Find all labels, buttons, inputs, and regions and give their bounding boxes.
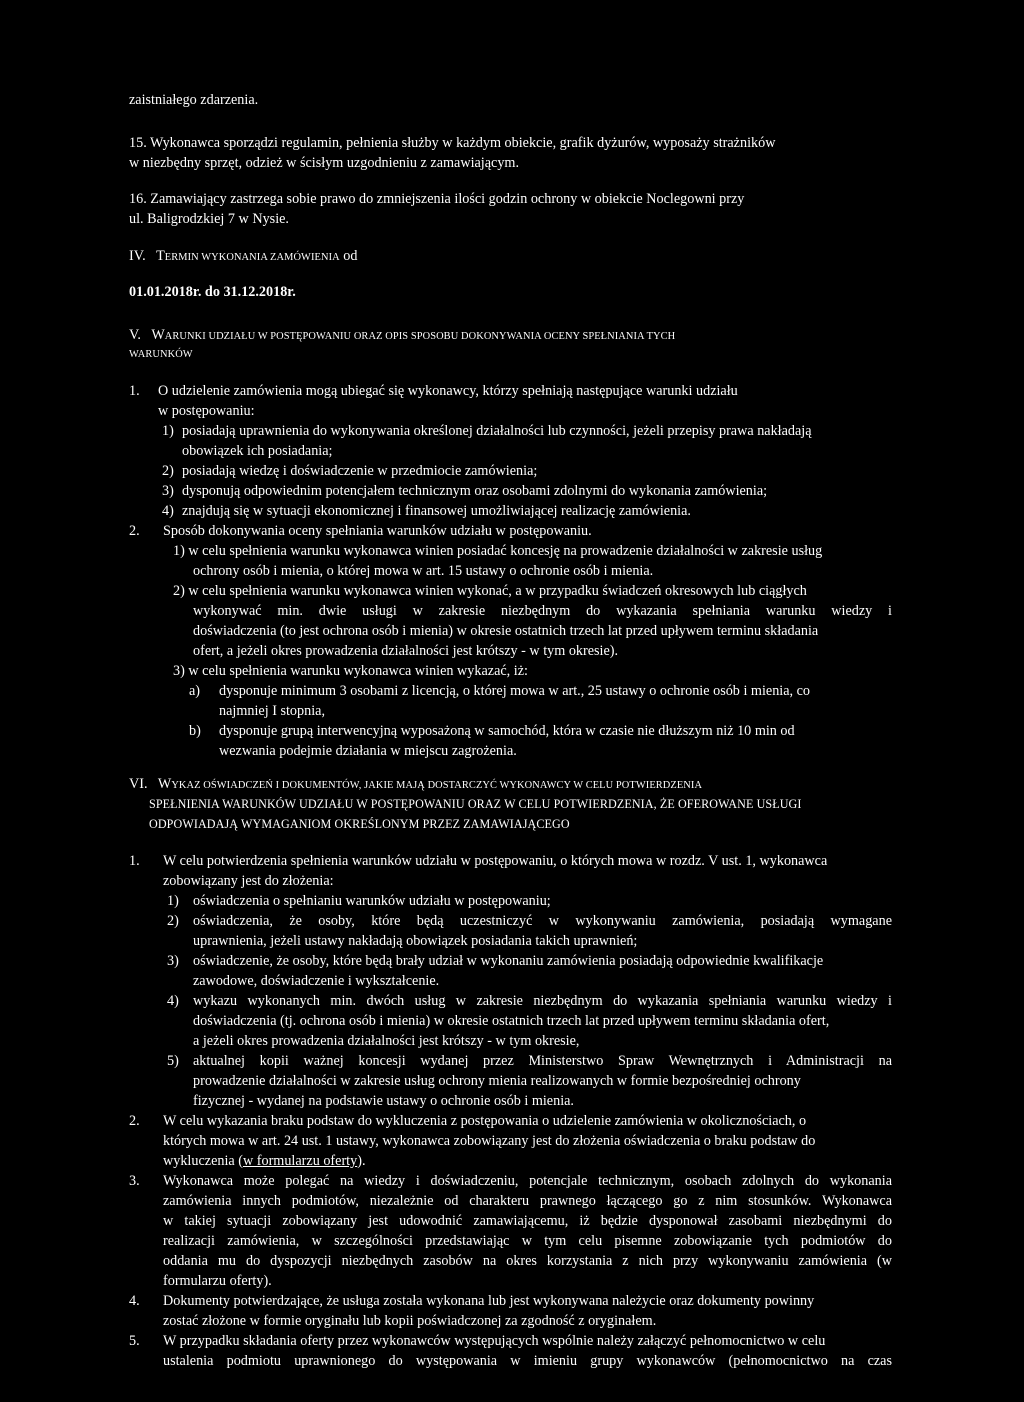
s5-item-2-sub-2-line-1: 2) w celu spełnienia warunku wykonawca winien wykonać, a w przypadku świadczeń okresowych lub ciągłych (173, 583, 807, 599)
s5-item-2-sub-3-a-number: a) (189, 683, 201, 699)
section-5-heading-line-2: WARUNKÓW (129, 349, 193, 360)
s6-item-2-line-3 (163, 1151, 366, 1171)
s6-item-1-sub-4-line-1: wykazu wykonanych min. dwóch usług w zakresie niezbędnym do wykazania spełniania warunku wiedzy i (193, 993, 892, 1009)
intro-line: zaistniałego zdarzenia. (129, 92, 259, 108)
s5-item-1-line-2: w postępowaniu: (158, 403, 255, 419)
s6-item-2-line-3-start: wykluczenia ( (163, 1153, 243, 1169)
section-4-heading (129, 246, 357, 268)
s6-item-1-sub-3-line-2: zawodowe, doświadczenie i wykształcenie. (193, 973, 440, 989)
s5-item-2-sub-2-line-2: wykonywać min. dwie usługi w zakresie niezbędnym do wykazania spełniania warunku wiedzy i (193, 603, 892, 619)
s5-item-1-line-1: O udzielenie zamówienia mogą ubiegać się wykonawcy, którzy spełniają następujące warunki udziału (158, 383, 738, 399)
section-5-title-cap: W (151, 327, 165, 343)
s5-item-1-sub-1-number: 1) (162, 423, 174, 439)
section-6-heading-line-1 (129, 774, 702, 796)
s6-item-2-number: 2. (129, 1113, 140, 1129)
section-6-heading-line-3: ODPOWIADAJĄ WYMAGANIOM OKREŚLONYM PRZEZ ZAMAWIAJĄCEGO (149, 817, 570, 831)
s6-item-3-number: 3. (129, 1173, 140, 1189)
s5-item-2-number: 2. (129, 523, 140, 539)
s5-item-2-sub-1-line-2: ochrony osób i mienia, o której mowa w art. 15 ustawy o ochronie osób i mienia. (193, 563, 654, 579)
section-4-title-cap: T (156, 248, 165, 264)
s5-item-1-sub-4: znajdują się w sytuacji ekonomicznej i finansowej umożliwiającej realizację zamówienia. (182, 503, 691, 519)
s5-item-1-sub-3-number: 3) (162, 483, 174, 499)
s6-item-1-sub-1-number: 1) (167, 893, 179, 909)
s5-item-2-sub-3-b-line-2: wezwania podejmie działania w miejscu zagrożenia. (219, 743, 517, 759)
s6-item-1-sub-5-line-2: prowadzenie działalności w zakresie usług ochrony mienia realizowanych w formie bezpośredniej ochrony (193, 1073, 801, 1089)
s5-item-2-sub-3-line-1: 3) w celu spełnienia warunku wykonawca winien wykazać, iż: (173, 663, 528, 679)
s6-item-4-line-2: zostać złożone w formie oryginału lub kopii poświadczonej za zgodność z oryginałem. (163, 1313, 657, 1329)
paragraph-16-line-1: 16. Zamawiający zastrzega sobie prawo do zmniejszenia ilości godzin ochrony w obiekcie Noclegowni przy (129, 191, 745, 207)
s6-item-3-line-2: zamówienia innych podmiotów, niezależnie od charakteru prawnego łączącego go z nim stosunków. Wykonawca (163, 1193, 892, 1209)
s6-item-1-sub-5-line-3: fizycznej - wydanej na podstawie ustawy o ochronie osób i mienia. (193, 1093, 574, 1109)
s6-item-4-line-1: Dokumenty potwierdzające, że usługa została wykonana lub jest wykonywana należycie oraz dokumenty powinny (163, 1293, 815, 1309)
section-4-number: IV. (129, 248, 146, 264)
s6-item-4-number: 4. (129, 1293, 140, 1309)
section-5-heading-line-1 (129, 325, 675, 347)
s5-item-2-sub-2-line-3: doświadczenia (to jest ochrona osób i mienia) w okresie ostatnich trzech lat przed upływem terminu składania (193, 623, 819, 639)
section-6-title: YKAZ OŚWIADCZEŃ I DOKUMENTÓW, JAKIE MAJĄ DOSTARCZYĆ WYKONAWCY W CELU POTWIERDZENIA (171, 780, 703, 791)
s5-item-2-sub-3-a-line-1: dysponuje minimum 3 osobami z licencją, o której mowa w art., 25 ustawy o ochronie osób i mienia, co (219, 683, 811, 699)
section-5-title: ARUNKI UDZIAŁU W POSTĘPOWANIU ORAZ OPIS SPOSOBU DOKONYWANIA OCENY SPEŁNIANIA TYCH (164, 331, 676, 342)
s6-item-3-line-1: Wykonawca może polegać na wiedzy i doświadczeniu, potencjale technicznym, osobach zdolnych do wykonania (163, 1173, 892, 1189)
s6-item-1-sub-3-number: 3) (167, 953, 179, 969)
section-4-title-end: od (343, 248, 358, 264)
section-4-title: ERMIN WYKONANIA ZAMÓWIENIA (164, 252, 340, 263)
s6-item-2-form-reference: w formularzu oferty (242, 1153, 358, 1169)
paragraph-16-line-2: ul. Baligrodzkiej 7 w Nysie. (129, 211, 289, 227)
s5-item-1-sub-1-line-2: obowiązek ich posiadania; (182, 443, 333, 459)
s6-item-1-sub-4-line-2: doświadczenia (tj. ochrona osób i mienia) w okresie ostatnich trzech lat przed upływem terminu składania ofert, (193, 1013, 830, 1029)
section-4-dates: 01.01.2018r. do 31.12.2018r. (129, 284, 296, 300)
s6-item-1-sub-3-line-1: oświadczenie, że osoby, które będą brały udział w wykonaniu zamówienia posiadają odpowiednie kwalifikacje (193, 953, 824, 969)
s6-item-3-line-3: w takiej sytuacji zobowiązany jest udowodnić zamawiającemu, iż będzie dysponował zasobami niezbędnymi do (163, 1213, 892, 1229)
s5-item-1-number: 1. (129, 383, 140, 399)
s6-item-1-sub-2-line-2: uprawnienia, jeżeli ustawy nakładają obowiązek posiadania takich uprawnień; (193, 933, 638, 949)
s6-item-1-sub-5-line-1: aktualnej kopii ważnej koncesji wydanej przez Ministerstwo Spraw Wewnętrznych i Administracji na (193, 1053, 892, 1069)
section-6-heading-line-2: SPEŁNIENIA WARUNKÓW UDZIAŁU W POSTĘPOWANIU ORAZ W CELU POTWIERDZENIA, ŻE OFEROWANE USŁUGI (149, 797, 802, 811)
s5-item-1-sub-2: posiadają wiedzę i doświadczenie w przedmiocie zamówienia; (182, 463, 538, 479)
section-6-title-cap: W (157, 776, 172, 792)
paragraph-15-line-2: w niezbędny sprzęt, odzież w ścisłym uzgodnieniu z zamawiającym. (129, 155, 520, 171)
s5-item-2-sub-3-a-line-2: najmniej I stopnia, (219, 703, 325, 719)
s6-item-3-line-6: formularzu oferty). (163, 1273, 272, 1289)
s6-item-1-line-1: W celu potwierdzenia spełnienia warunków udziału w postępowaniu, o których mowa w rozdz. V ust. 1, wykonawca (163, 853, 828, 869)
s6-item-2-line-2: których mowa w art. 24 ust. 1 ustawy, wykonawca zobowiązany jest do złożenia oświadczenia o braku podstaw do (163, 1133, 816, 1149)
s6-item-1-sub-1: oświadczenia o spełnianiu warunków udziału w postępowaniu; (193, 893, 551, 909)
s6-item-1-sub-2-number: 2) (167, 913, 179, 929)
s6-item-2-line-3-end: ). (357, 1153, 366, 1169)
s5-item-2-sub-3-b-line-1: dysponuje grupą interwencyjną wyposażoną w samochód, która w czasie nie dłuższym niż 10 min od (219, 723, 795, 739)
s6-item-5-line-2: ustalenia podmiotu uprawnionego do występowania w imieniu grupy wykonawców (pełnomocnictwo na czas (163, 1353, 892, 1369)
s5-item-2-sub-3-b-number: b) (189, 723, 201, 739)
s6-item-1-line-2: zobowiązany jest do złożenia: (163, 873, 334, 889)
s5-item-2-sub-1-line-1: 1) w celu spełnienia warunku wykonawca winien posiadać koncesję na prowadzenie działalności w zakresie usług (173, 543, 823, 559)
s5-item-1-sub-1-line-1: posiadają uprawnienia do wykonywania określonej działalności lub czynności, jeżeli przepisy prawa nakładają (182, 423, 812, 439)
s6-item-1-sub-5-number: 5) (167, 1053, 179, 1069)
s5-item-1-sub-2-number: 2) (162, 463, 174, 479)
s6-item-1-sub-4-line-3: a jeżeli okres prowadzenia działalności jest krótszy - w tym okresie, (193, 1033, 580, 1049)
section-5-number: V. (129, 327, 141, 343)
s6-item-5-number: 5. (129, 1333, 140, 1349)
s6-item-1-sub-2-line-1: oświadczenia, że osoby, które będą uczestniczyć w wykonywaniu zamówienia, posiadają wymagane (193, 913, 892, 929)
s5-item-2-title: Sposób dokonywania oceny spełniania warunków udziału w postępowaniu. (163, 523, 592, 539)
s6-item-5-line-1: W przypadku składania oferty przez wykonawców występujących wspólnie należy załączyć pełnomocnictwo w celu (163, 1333, 826, 1349)
s6-item-3-line-5: oddania mu do dyspozycji niezbędnych zasobów na okres korzystania z nich przy wykonywaniu zamówienia (w (163, 1253, 892, 1269)
s6-item-3-line-4: realizacji zamówienia, w szczególności przedstawiając w tym celu pisemne zobowiązanie tych podmiotów do (163, 1233, 892, 1249)
s6-item-1-number: 1. (129, 853, 140, 869)
s6-item-1-sub-4-number: 4) (167, 993, 179, 1009)
s5-item-1-sub-4-number: 4) (162, 503, 174, 519)
s6-item-2-line-1: W celu wykazania braku podstaw do wykluczenia z postępowania o udzielenie zamówienia w okolicznościach, o (163, 1113, 807, 1129)
s5-item-2-sub-2-line-4: ofert, a jeżeli okres prowadzenia działalności jest krótszy - w tym okresie). (193, 643, 619, 659)
paragraph-15-line-1: 15. Wykonawca sporządzi regulamin, pełnienia służby w każdym obiekcie, grafik dyżurów, wyposaży strażników (129, 135, 776, 151)
s5-item-1-sub-3: dysponują odpowiednim potencjałem technicznym oraz osobami zdolnymi do wykonania zamówienia; (182, 483, 768, 499)
section-6-number: VI. (129, 776, 148, 792)
